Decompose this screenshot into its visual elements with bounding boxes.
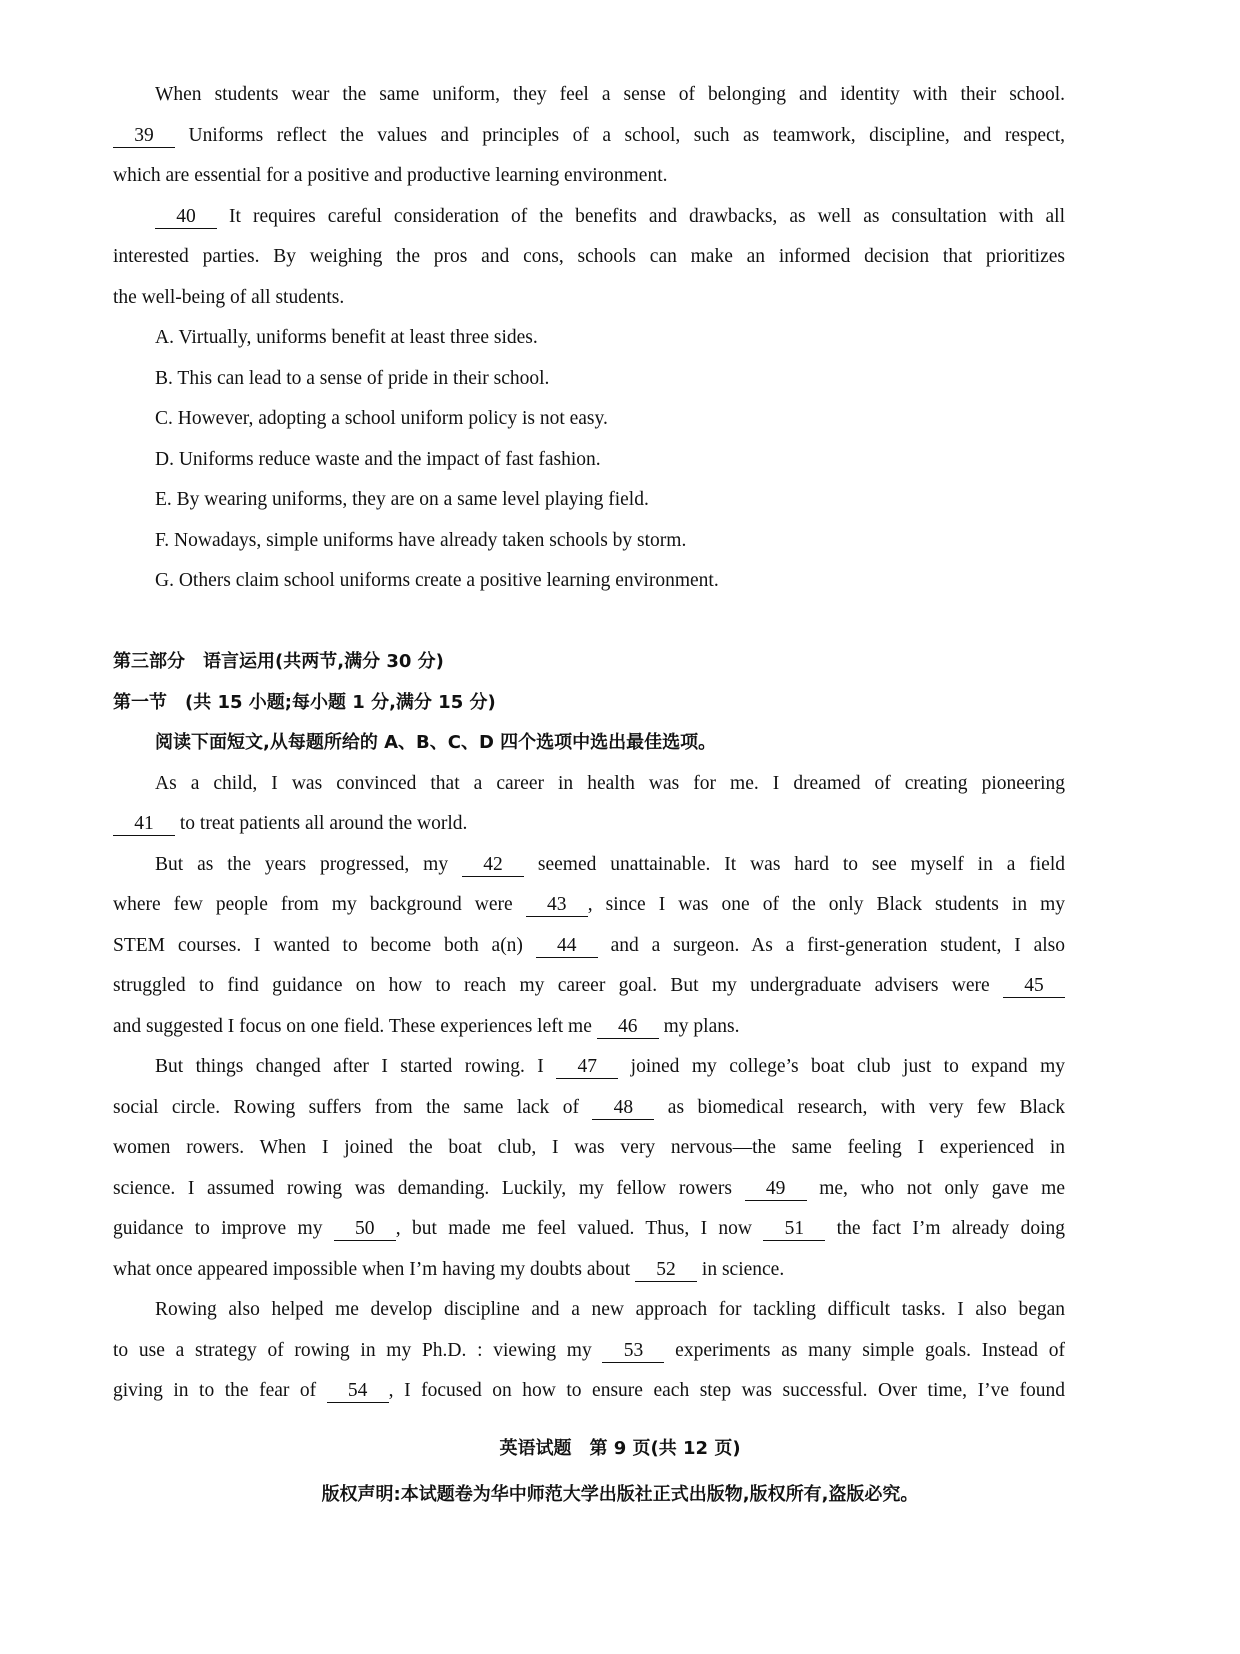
answer-blank-52: 52 (635, 1259, 697, 1282)
text-line: A. Virtually, uniforms benefit at least three sides. (155, 327, 538, 348)
answer-blank-53: 53 (602, 1340, 664, 1363)
text-line: social circle. Rowing suffers from the same lack of 48 as biomedical research, with very few Black (113, 1096, 1065, 1118)
text-line: E. By wearing uniforms, they are on a same level playing field. (155, 489, 649, 510)
section-heading: 阅读下面短文,从每题所给的 A、B、C、D 四个选项中选出最佳选项。 (155, 732, 717, 753)
answer-blank-42: 42 (462, 854, 524, 877)
text-line: F. Nowadays, simple uniforms have already taken schools by storm. (155, 529, 687, 551)
answer-blank-49: 49 (745, 1178, 807, 1201)
answer-blank-54: 54 (327, 1380, 389, 1403)
answer-blank-43: 43 (526, 894, 588, 917)
answer-blank-51: 51 (763, 1218, 825, 1241)
text-line: women rowers. When I joined the boat club, I was very nervous—the same feeling I experienced in (113, 1137, 1065, 1158)
answer-blank-50: 50 (334, 1218, 396, 1241)
answer-blank-44: 44 (536, 935, 598, 958)
text-line: B. This can lead to a sense of pride in their school. (155, 367, 550, 389)
text-line: 39 Uniforms reflect the values and principles of a school, such as teamwork, discipline, and respect, (113, 123, 1065, 149)
text-line: struggled to find guidance on how to reach my career goal. But my undergraduate advisers were 45 (113, 973, 1065, 999)
text-line: When students wear the same uniform, they feel a sense of belonging and identity with their school. (155, 84, 1065, 105)
text-line: As a child, I was convinced that a career in health was for me. I dreamed of creating pioneering (155, 772, 1065, 794)
section-heading: 第三部分 语言运用(共两节,满分 30 分) (113, 651, 444, 672)
text-line: the well-being of all students. (113, 286, 345, 308)
text-line: 41 to treat patients all around the world. (113, 811, 467, 837)
text-line: But as the years progressed, my 42 seemed unattainable. It was hard to see myself in a field (155, 853, 1065, 875)
text-line: Rowing also helped me develop discipline and a new approach for tackling difficult tasks. I also began (155, 1299, 1065, 1320)
text-line: 40 It requires careful consideration of the benefits and drawbacks, as well as consultation with all (155, 204, 1065, 230)
answer-blank-47: 47 (556, 1056, 618, 1079)
answer-blank-45: 45 (1003, 975, 1065, 998)
text-line: C. However, adopting a school uniform policy is not easy. (155, 408, 608, 429)
text-line: STEM courses. I wanted to become both a(n) 44 and a surgeon. As a first-generation student, I also (113, 934, 1065, 956)
text-line: interested parties. By weighing the pros and cons, schools can make an informed decision that prioritizes (113, 246, 1065, 267)
answer-blank-46: 46 (597, 1016, 659, 1039)
text-line: what once appeared impossible when I’m having my doubts about 52 in science. (113, 1258, 785, 1280)
text-line: where few people from my background were 43 , since I was one of the only Black students in my (113, 894, 1065, 915)
answer-blank-48: 48 (592, 1097, 654, 1120)
text-line: G. Others claim school uniforms create a positive learning environment. (155, 570, 719, 591)
text-line: and suggested I focus on one field. These experiences left me 46 my plans. (113, 1015, 740, 1037)
page-footer: 英语试题 第 9 页(共 12 页) (499, 1438, 741, 1459)
text-line: D. Uniforms reduce waste and the impact of fast fashion. (155, 448, 601, 470)
text-line: to use a strategy of rowing in my Ph.D. : viewing my 53 experiments as many simple goals. Instead of (113, 1339, 1065, 1361)
text-line: which are essential for a positive and productive learning environment. (113, 165, 668, 186)
answer-blank-41: 41 (113, 813, 175, 836)
answer-blank-40: 40 (155, 206, 217, 229)
section-heading: 第一节 (共 15 小题;每小题 1 分,满分 15 分) (113, 691, 496, 713)
text-line: guidance to improve my 50 , but made me feel valued. Thus, I now 51 the fact I’m already doing (113, 1218, 1065, 1239)
answer-blank-39: 39 (113, 125, 175, 148)
text-line: giving in to the fear of 54 , I focused on how to ensure each step was successful. Over time, I’ve found (113, 1380, 1065, 1401)
text-line: But things changed after I started rowing. I 47 joined my college’s boat club just to expand my (155, 1056, 1065, 1077)
copyright-notice: 版权声明:本试题卷为华中师范大学出版社正式出版物,版权所有,盗版必究。 (321, 1484, 919, 1505)
text-line: science. I assumed rowing was demanding. Luckily, my fellow rowers 49 me, who not only gave me (113, 1177, 1065, 1199)
